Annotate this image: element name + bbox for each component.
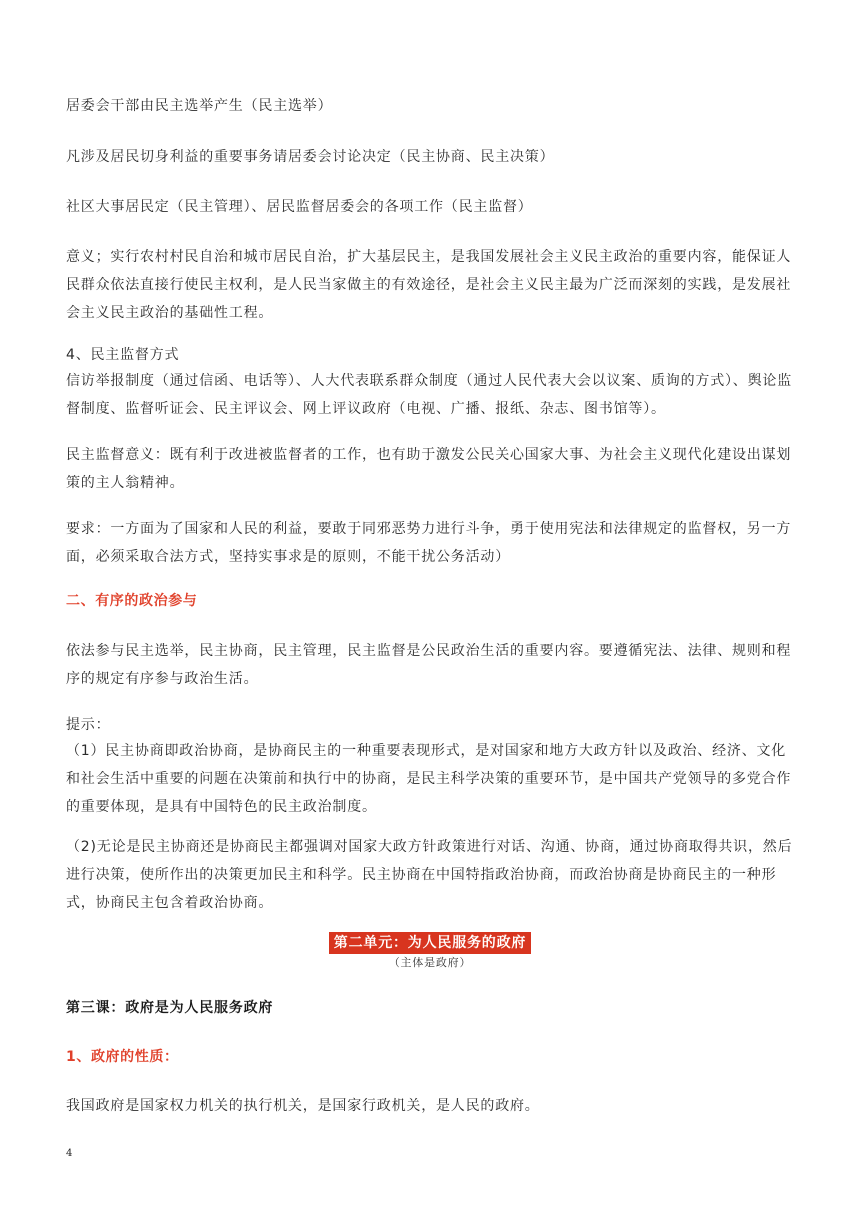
section-heading-ordered-participation: 二、有序的政治参与 [66,593,198,609]
paragraph-government-nature: 我国政府是国家权力机关的执行机关，是国家行政机关，是人民的政府。 [66,1098,540,1114]
tip-item-1: （1）民主协商即政治协商，是协商民主的一种重要表现形式，是对国家和地方大政方针以及政治、经济、文化和社会生活中重要的问题在决策前和执行中的协商，是民主科学决策的重要环节，是中国共产党领导的多党合作的重要体现，是具有中国特色的民主政治制度。 [66,743,792,815]
section-heading-government-nature: 1、政府的性质： [66,1049,179,1065]
paragraph-ordered-participation: 依法参与民主选举，民主协商，民主管理，民主监督是公民政治生活的重要内容。要遵循宪法、法律、规则和程序的规定有序参与政治生活。 [66,643,792,687]
tip-label: 提示： [66,717,111,733]
paragraph-supervision-methods: 信访举报制度（通过信函、电话等）、人大代表联系群众制度（通过人民代表大会以议案、质询的方式）、舆论监督制度、监督听证会、民主评议会、网上评议政府（电视、广播、报纸、杂志、图书馆等）。 [66,373,792,417]
paragraph-residents-decision: 凡涉及居民切身利益的重要事务请居委会讨论决定（民主协商、民主决策） [66,149,555,165]
paragraph-residents-management: 社区大事居民定（民主管理）、居民监督居委会的各项工作（民主监督） [66,199,533,215]
paragraph-requirements: 要求：一方面为了国家和人民的利益，要敢于同邪恶势力进行斗争，勇于使用宪法和法律规定的监督权，另一方面，必须采取合法方式，坚持实事求是的原则，不能干扰公务活动） [66,521,792,565]
paragraph-significance: 意义；实行农村村民自治和城市居民自治，扩大基层民主，是我国发展社会主义民主政治的重要内容，能保证人民群众依法直接行使民主权利，是人民当家做主的有效途径，是社会主义民主最为广泛而深刻的实践，是发展社会主义民主政治的基础性工程。 [66,249,792,321]
paragraph-residents-election: 居委会干部由民主选举产生（民主选举） [66,98,333,114]
unit-banner: 第二单元：为人民服务的政府 [329,932,531,954]
tip-item-2: （2)无论是民主协商还是协商民主都强调对国家大政方针政策进行对话、沟通、协商，通过协商取得共识，然后进行决策，使所作出的决策更加民主和科学。民主协商在中国特指政治协商，而政治协商是协商民主的一种形式，协商民主包含着政治协商。 [66,839,793,911]
lesson-title: 第三课：政府是为人民服务政府 [66,1000,274,1016]
section-heading-supervision-methods: 4、民主监督方式 [66,347,180,363]
paragraph-supervision-significance: 民主监督意义：既有利于改进被监督者的工作，也有助于激发公民关心国家大事、为社会主义现代化建设出谋划策的主人翁精神。 [66,447,792,491]
page-number: 4 [66,1148,73,1159]
unit-subtitle: （主体是政府） [388,956,472,969]
